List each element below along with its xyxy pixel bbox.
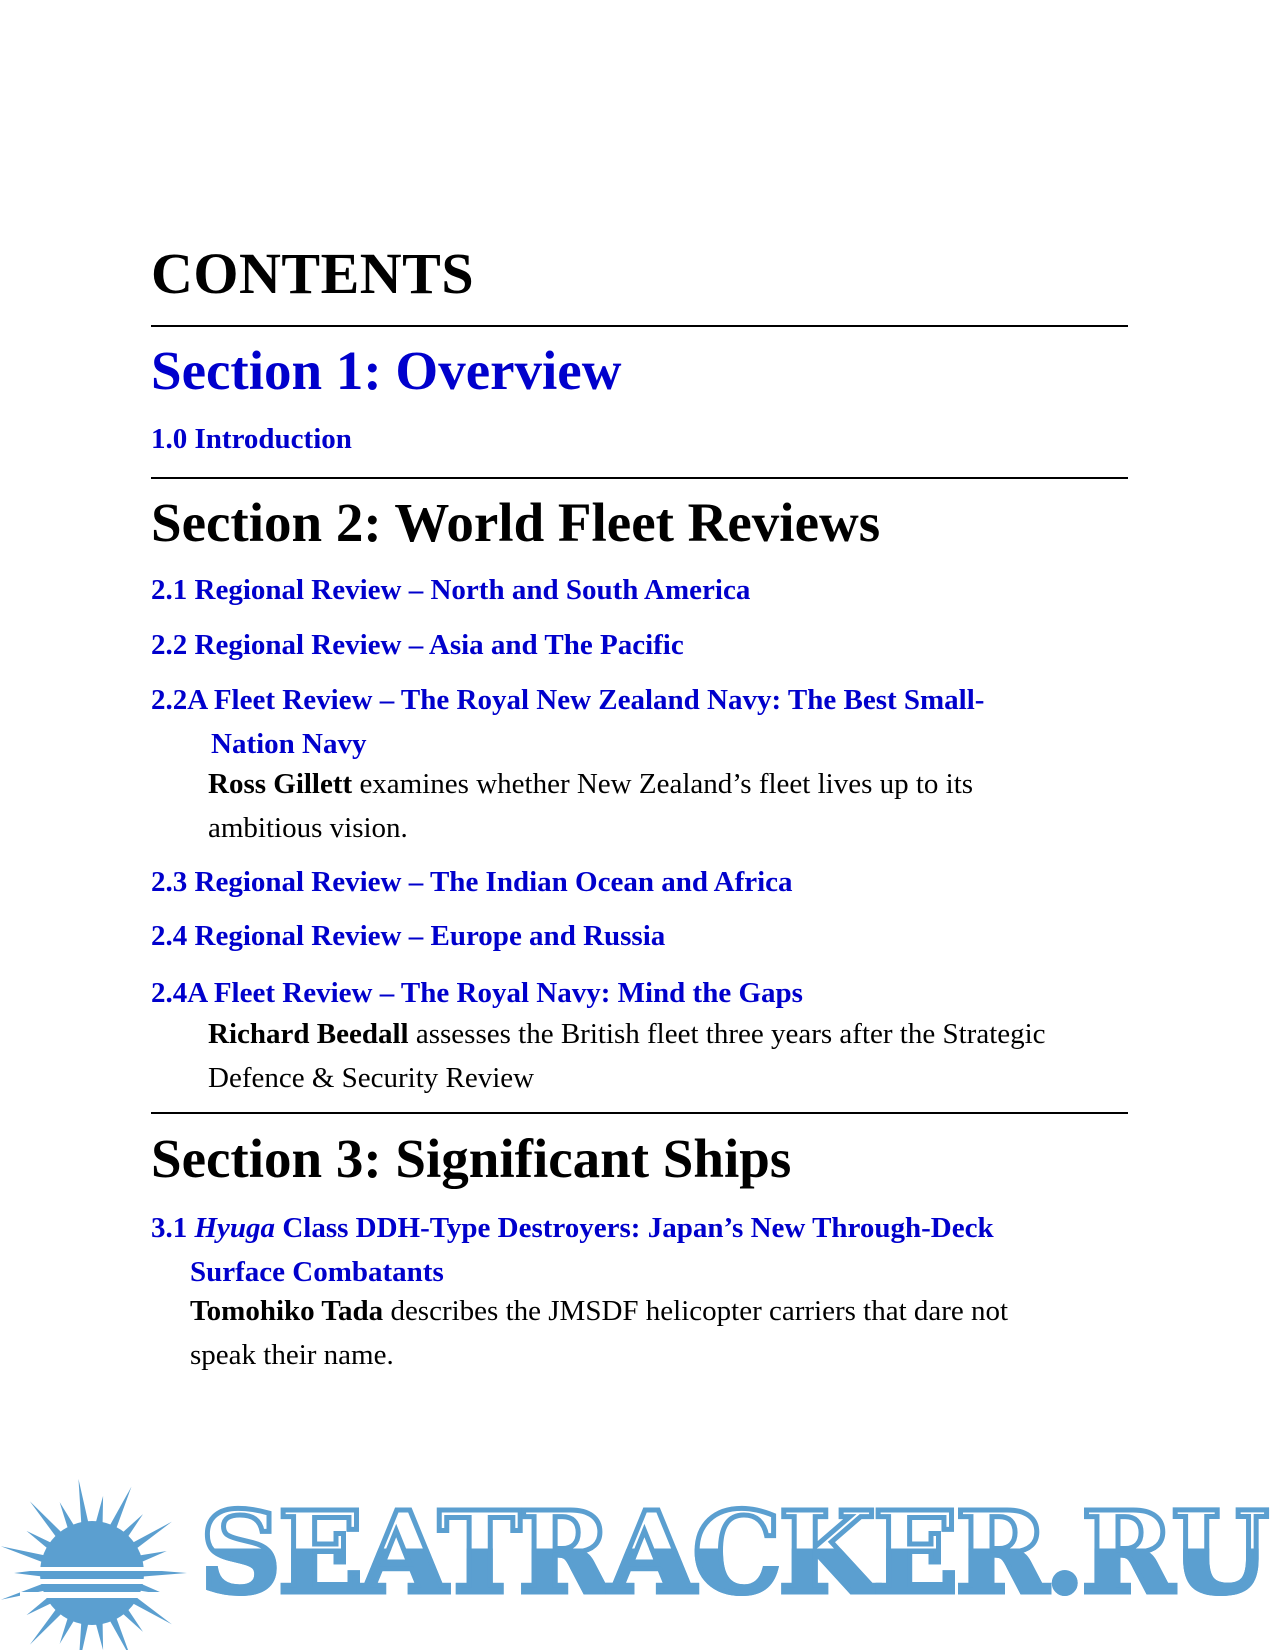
toc-entry-3-1-line2: Surface Combatants [190, 1256, 444, 1288]
toc-entry-2-2a-description [208, 762, 973, 850]
sun-ray [130, 1596, 172, 1625]
toc-entry-3-1-line1 [151, 1206, 994, 1250]
sun-icon [1, 1479, 187, 1650]
author-name: Richard Beedall [208, 1018, 409, 1050]
section-3-heading: Section 3: Significant Ships [151, 1128, 792, 1189]
toc-entry-2-2a-line1: 2.2A Fleet Review – The Royal New Zealand Navy: The Best Small- [151, 684, 985, 716]
section-2-heading: Section 2: World Fleet Reviews [151, 492, 881, 553]
entry-title: Class DDH-Type Destroyers: Japan’s New Through-Deck [275, 1212, 994, 1244]
toc-entry-2-2a[interactable] [151, 678, 984, 766]
divider [151, 477, 1128, 479]
toc-entry-2-1[interactable]: 2.1 Regional Review – North and South America [151, 574, 751, 606]
toc-entry-3-1-description [190, 1289, 1008, 1377]
author-name: Tomohiko Tada [190, 1295, 384, 1327]
description-text: ambitious vision. [208, 812, 408, 844]
watermark-text: SEATRACKER.RU [200, 1488, 1267, 1619]
toc-entry-2-4[interactable]: 2.4 Regional Review – Europe and Russia [151, 920, 666, 952]
author-name: Ross Gillett [208, 768, 353, 800]
description-text: speak their name. [190, 1339, 394, 1371]
sun-ray [130, 1522, 172, 1551]
description-text: assesses the British fleet three years after the Strategic [408, 1018, 1046, 1050]
toc-entry-2-3[interactable]: 2.3 Regional Review – The Indian Ocean and Africa [151, 866, 793, 898]
toc-entry-3-1[interactable] [151, 1206, 994, 1294]
ship-class-name: Hyuga [194, 1212, 276, 1244]
toc-entry-2-2a-line2: Nation Navy [211, 728, 367, 760]
toc-entry-2-2[interactable]: 2.2 Regional Review – Asia and The Pacific [151, 629, 684, 661]
divider [151, 1112, 1128, 1114]
description-text: Defence & Security Review [208, 1062, 535, 1094]
page-title: CONTENTS [151, 241, 475, 306]
toc-entry-2-4a-description [208, 1012, 1046, 1100]
sun-ray [108, 1487, 131, 1531]
section-1-heading[interactable]: Section 1: Overview [151, 340, 622, 401]
description-text: describes the JMSDF helicopter carriers that dare not [383, 1295, 1009, 1327]
sun-ray [1, 1546, 47, 1563]
entry-number: 3.1 [151, 1212, 195, 1244]
sun-ray [78, 1479, 88, 1526]
toc-entry-1-0[interactable]: 1.0 Introduction [151, 423, 352, 455]
toc-entry-2-4a[interactable]: 2.4A Fleet Review – The Royal Navy: Mind the Gaps [151, 977, 803, 1009]
divider [151, 325, 1128, 327]
description-text: examines whether New Zealand’s fleet lives up to its [352, 768, 974, 800]
